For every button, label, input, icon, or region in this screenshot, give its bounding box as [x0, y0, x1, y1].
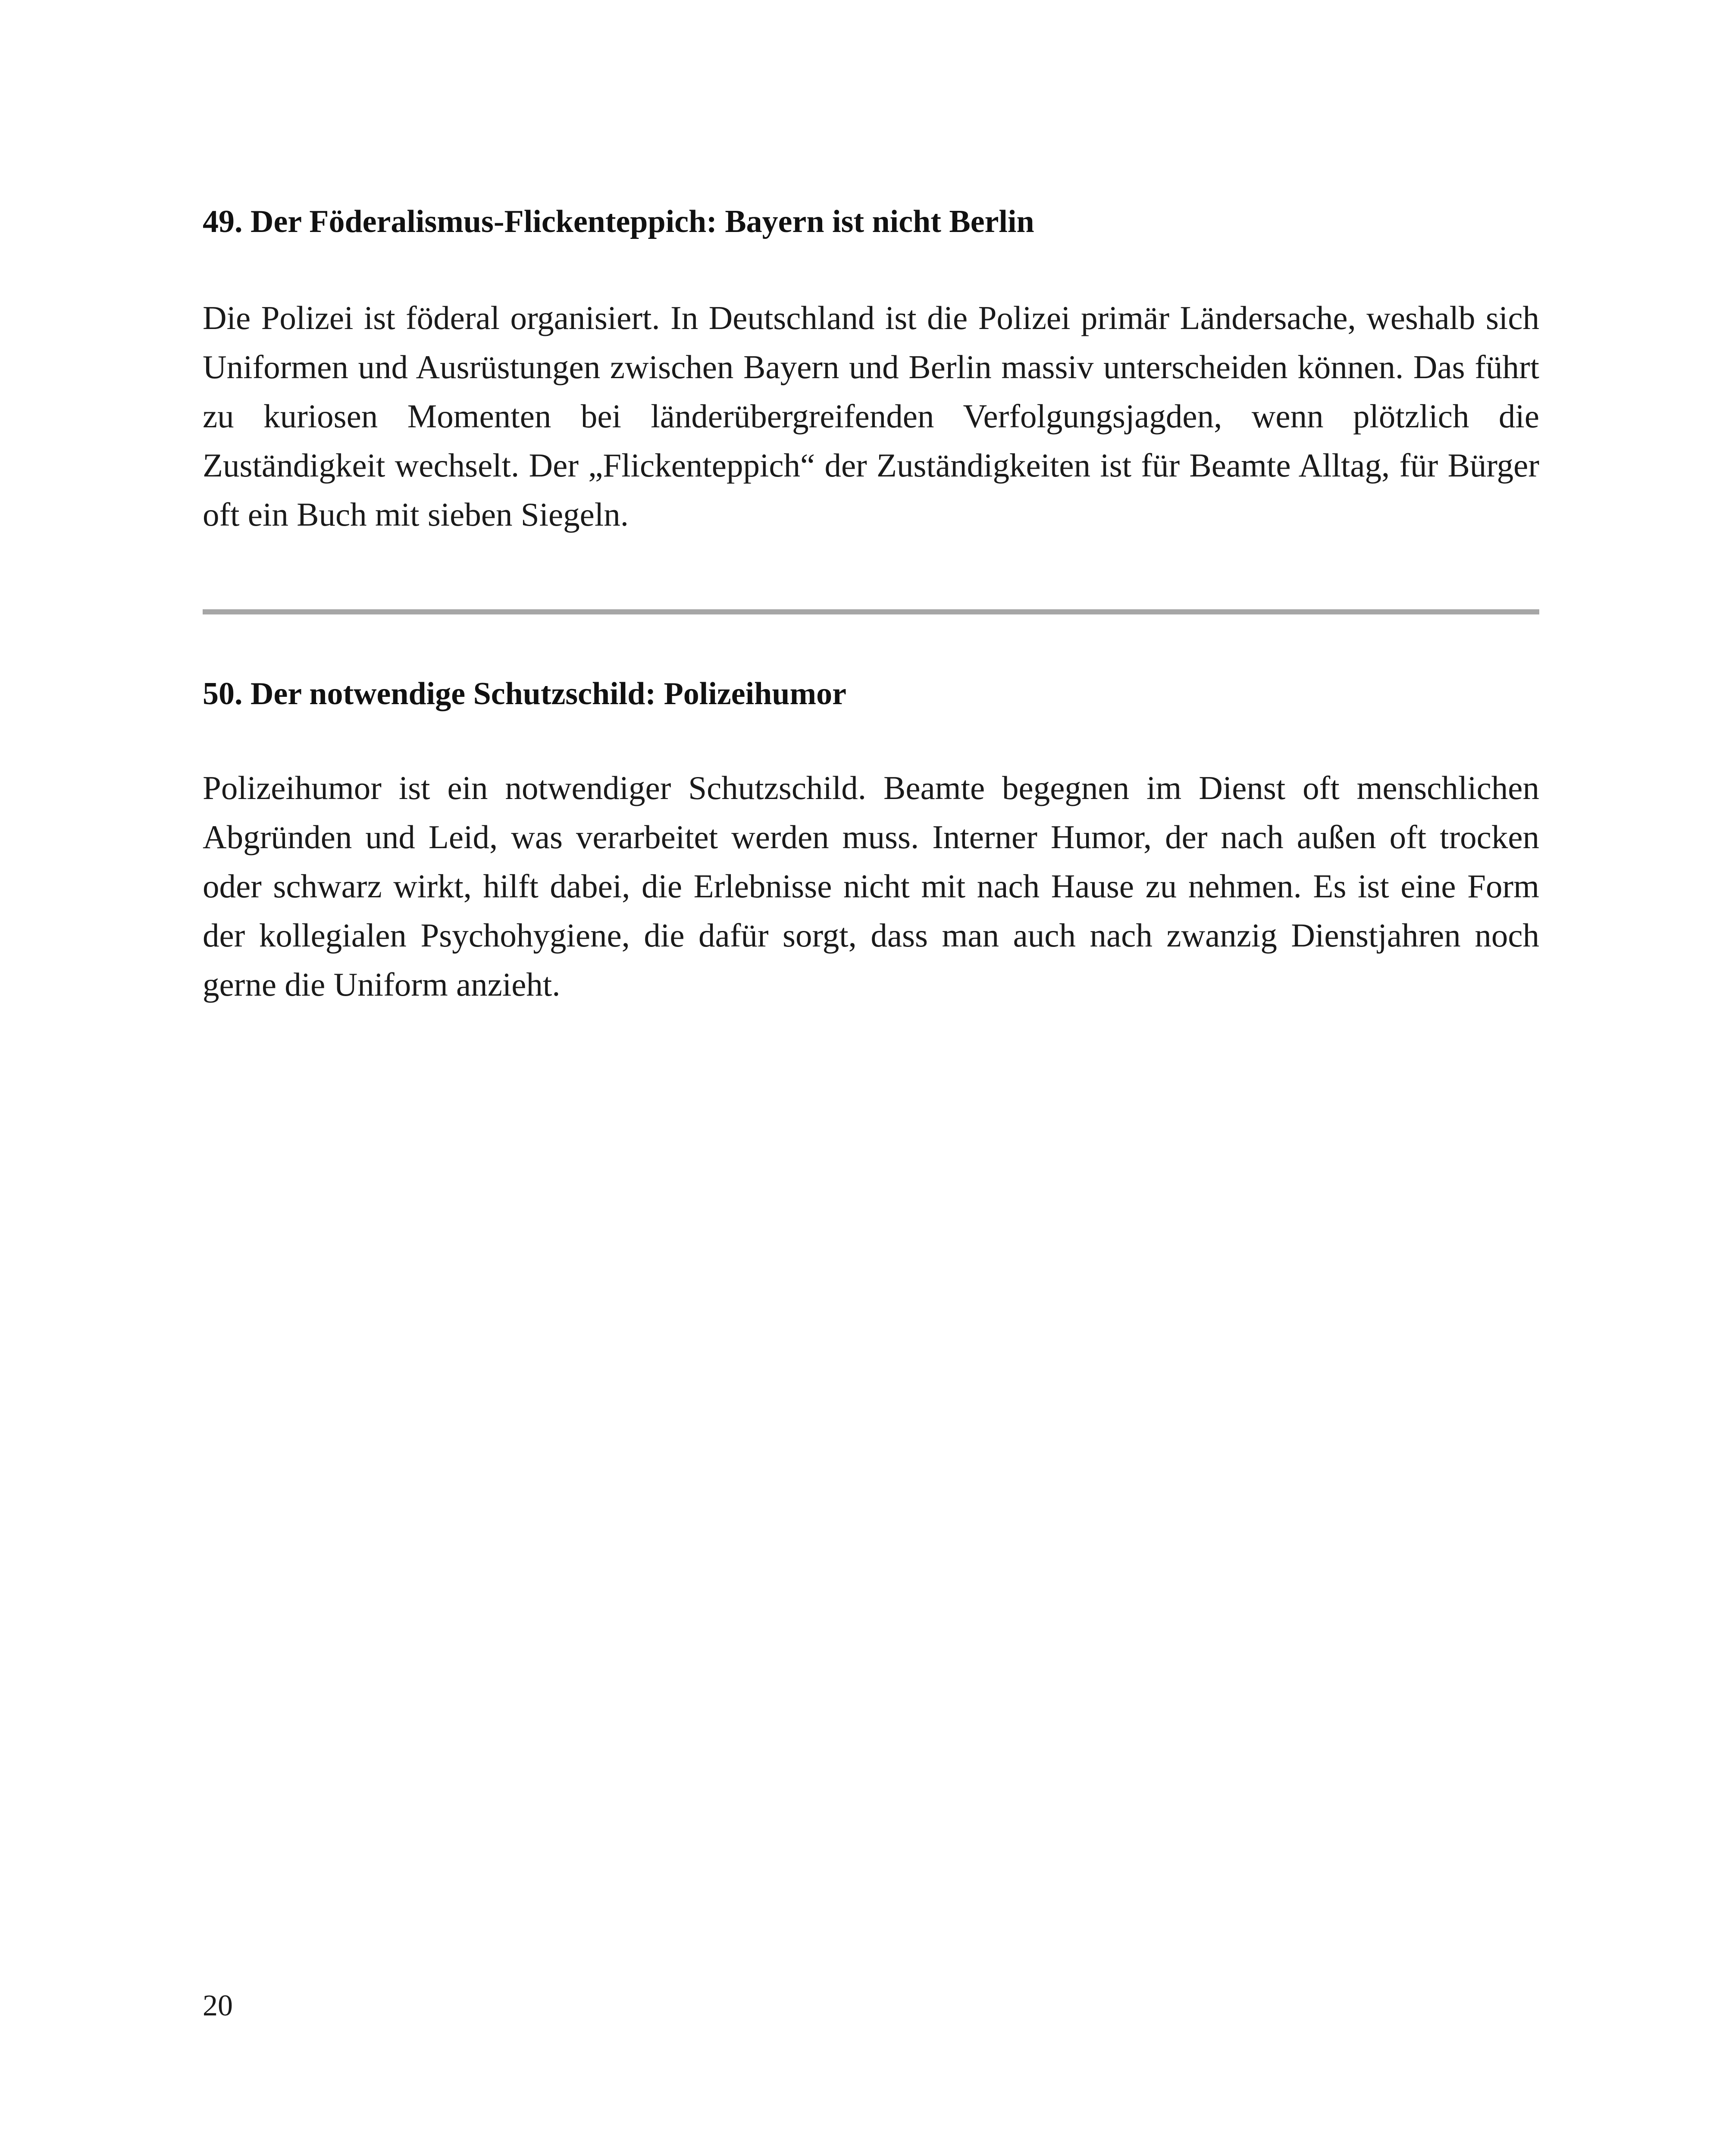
- section-49-paragraph: Die Polizei ist föderal organisiert. In Deutschland ist die Polizei primär Ländersache, weshalb sich Uniformen und Ausrüstungen zwischen Bayern und Berlin massiv unterscheiden können. Das führt zu kuriosen Momenten bei länderübergreifenden Verfolgungsjagden, wenn plötzlich die Zuständigkeit wechselt. Der „Flickenteppich“ der Zuständigkeiten ist für Beamte Alltag, für Bürger oft ein Buch mit sieben Siegeln.: [203, 299, 1539, 533]
- section-divider: [203, 609, 1539, 614]
- section-50-heading: 50. Der notwendige Schutzschild: Polizeihumor: [203, 676, 846, 711]
- section-50-paragraph: Polizeihumor ist ein notwendiger Schutzschild. Beamte begegnen im Dienst oft menschlichen Abgründen und Leid, was verarbeitet werden muss. Interner Humor, der nach außen oft trocken oder schwarz wirkt, hilft dabei, die Erlebnisse nicht mit nach Hause zu nehmen. Es ist eine Form der kollegialen Psychohygiene, die dafür sorgt, dass man auch nach zwanzig Dienstjahren noch gerne die Uniform anzieht.: [203, 769, 1539, 1003]
- page-number: 20: [203, 1989, 233, 2022]
- section-49-heading: 49. Der Föderalismus-Flickenteppich: Bayern ist nicht Berlin: [203, 204, 1034, 239]
